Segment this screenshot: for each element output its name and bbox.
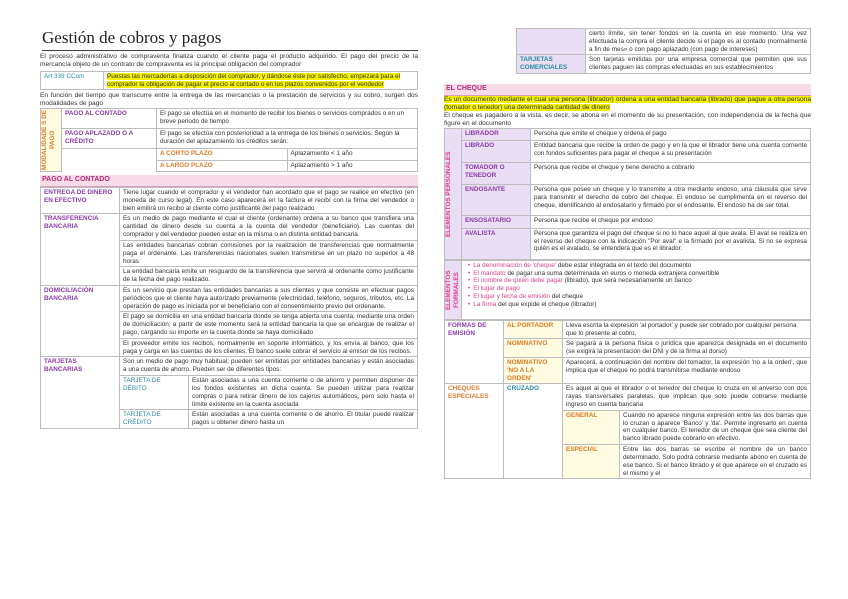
formas-emision-table — [444, 320, 811, 480]
domiciliacion-text-2: El pago se domicilia en una entidad bancaria donde se tenga abierta una cuenta, mediante una orden de domiciliación; a partir de este momento será la entidad bancaria la que se encargue de realizar el pago, cargando su importe en la cuenta donde se haya domiciliado — [120, 312, 418, 338]
elementos-formales-table — [444, 260, 811, 320]
timing-intro: En función del tiempo que transcurre entre la entrega de las mercancías o la prestación de servicios y su cobro, surgen dos modalidades de pago — [40, 92, 418, 108]
formales-list-cell — [462, 260, 811, 319]
formal-element-item — [475, 293, 807, 301]
formal-element-key: El lugar de pago — [473, 285, 520, 293]
tarjetas-continuation-table — [516, 28, 811, 74]
formal-element-key: La denominación de 'cheque' — [473, 261, 556, 269]
largo-plazo-label: A LARGO PLAZO — [157, 160, 288, 172]
avalista-label: AVALISTA — [462, 228, 531, 259]
formal-element-value: (librado), que será necesariamente un banco — [562, 277, 692, 285]
formal-element-item — [475, 270, 807, 278]
librado-text: Entidad bancaria que recibe la orden de pago y en la que el librador tiene una cuenta corriente con fondos suficientes para pagar el cheque a su presentación — [531, 141, 811, 163]
cheque-title: EL CHEQUE — [444, 84, 811, 96]
endosatario-text: Persona que recibe el cheque por endoso — [531, 216, 811, 229]
formal-element-value: de pagar una suma determinada en euros o moneda extranjera convertible — [505, 269, 720, 277]
formal-element-key: La firma — [473, 300, 497, 308]
largo-plazo-value: Aplazamiento > 1 año — [287, 160, 418, 172]
tarjetas-label: TARJETAS BANCARIAS — [41, 357, 120, 429]
formal-element-value: del que expide el cheque (librador) — [496, 300, 597, 308]
domiciliacion-text-3: El proveedor emite los recibos, normalmente en soporte informático, y los envía al banco, que los paga y carga en las cuentas de los clientes. El banco suele cobrar el servicio al emisor de los recibos. — [120, 338, 418, 357]
portador-label: AL PORTADOR — [504, 320, 563, 339]
credito-continuation: cierto límite, sin tener fondos en la cuenta en ese momento. Una vez efectuada la compra el cliente decide si el pago es al contado (normalmente a fin de mes» o con pago aplazado (con pago de intereses) — [586, 29, 811, 55]
librador-label: LIBRADOR — [462, 128, 531, 141]
nominativo-text: Se pagará a la persona física o jurídica que aparezca designada en el documento (se exigirá la presentación del DNI y de la firma al dorso) — [563, 339, 811, 358]
page-title: Gestión de cobros y pagos — [42, 28, 418, 51]
cruzado-cell — [563, 384, 811, 479]
comerciales-label: TARJETAS COMERCIALES — [517, 55, 586, 74]
general-text: Cuando no aparece ninguna expresión entre las dos barras que lo cruzan o aparece 'Banco' y 'da'. Permite ingresarlo en cuenta en cualquier banco. El tenedor de un cheque que sea cliente del banco librado puede cobrarlo en efectivo. — [620, 410, 811, 444]
transferencia-text-1: Es un medio de pago mediante el cual el cliente (ordenante) ordena a su banco que transfiera una cantidad de dinero desde su cuenta a la cuenta del vendedor (beneficiario). Las cuentas del comprador y del vendedor pueden estar en la misma o en distinta entidad bancaria. — [120, 214, 418, 240]
avalista-text: Persona que garantiza el pago del cheque si no lo hace aquel al que avala. El aval se realiza en el reverso del cheque con la indicación "Por aval" e la firmado por el avalista. Si no se expresa quién es el avalado, se entenderá que es el librador. — [531, 228, 811, 259]
domiciliacion-label: DOMICILIACIÓN BANCARIA — [41, 285, 120, 357]
formas-label: FORMAS DE EMISIÓN — [445, 320, 504, 384]
tomador-text: Persona que recibe el cheque y tiene derecho a cobrarlo — [531, 163, 811, 185]
pago-contado-title: PAGO AL CONTADO — [40, 175, 418, 187]
article-table — [40, 71, 418, 91]
transferencia-text-3: La entidad bancaria emite un resguardo de la transferencia que servirá al ordenante como justificante de la fecha del pago realizado. — [120, 267, 418, 286]
modalidades-side: MODALIDADE S DE PAGO — [41, 109, 62, 172]
article-text: Puestas las mercaderías a disposición del comprador, y dándose éste por satisfecho, empezará para el comprador la obligación de pagar el precio al contado o en los plazos convenidos por el vendedor — [104, 71, 418, 90]
corto-plazo-label: A CORTO PLAZO — [157, 149, 288, 161]
credito-cont-spacer — [517, 29, 586, 55]
debito-text: Están asociadas a una cuenta corriente o de ahorro y permiten disponer de los fondos existentes en dicha cuenta. Se pueden utilizar para realizar compras o para retirar dinero de los cajeros automáticos, pero solo hasta el límite existente en la cuenta asociada — [189, 376, 418, 410]
formal-element-item — [475, 262, 807, 270]
endosante-label: ENDOSANTE — [462, 185, 531, 216]
corto-plazo-value: Aplazamiento < 1 año — [287, 149, 418, 161]
personales-side: ELEMENTOS PERSONALES — [445, 128, 462, 259]
especiales-label: CHEQUES ESPECIALES — [445, 384, 504, 479]
left-column — [40, 0, 418, 429]
right-column — [444, 0, 811, 479]
domiciliacion-text-1: Es un servicio que prestan las entidades bancarias a sus clientes y que consiste en efectuar pagos periódicos que el cliente haya autorizado previamente (electricidad, teléfono, seguros, tributos, etc. La operación de pago es iniciada por el beneficiario con el consentimiento previo del ordenante. — [120, 285, 418, 311]
intro-paragraph: El proceso administrativo de compraventa finaliza cuando el cliente paga el producto adquirido. El pago del precio de la mercancía objeto de un contrato de compraventa es la principal obligación del comprador — [40, 52, 418, 68]
cruzado-text: Es aquel al que el librador o el tenedor del cheque lo cruza en el anverso con dos rayas transversales paralelas, que implican que solo puede cobrarse mediante ingreso en cuenta bancaria — [566, 385, 807, 409]
tarjetas-cell — [120, 357, 418, 429]
formal-element-item — [475, 277, 807, 285]
credito-text: Están asociadas a una cuenta corriente o de ahorro. El titular puede realizar pagos u obtener dinero hasta un — [189, 410, 418, 428]
aplazado-text: El pago se efectúa con posterioridad a la entrega de los bienes o servicios. Según la duración del aplazamiento los créditos serán: — [157, 129, 418, 149]
no-orden-label: NOMINATIVO 'NO A LA ORDEN' — [504, 357, 563, 383]
endosante-text: Persona que posee un cheque y lo transmite a otra mediante endoso, una cláusula que sirve para transmitir el derecho de cobro del cheque. El endoso se cumplimenta en el reverso del cheque, identificando al endosatario y firmado por el endosante. El endoso ha de ser total. — [531, 185, 811, 216]
portador-text: Lleva escrita la expresión 'al portador' y puede ser cobrado por cualquier persona que lo presente al cobro. — [563, 320, 811, 339]
formal-element-value: del cheque — [549, 292, 584, 300]
cruzado-label: CRUZADO — [504, 384, 563, 479]
transferencia-label: TRANSFERENCIA BANCARIA — [41, 214, 120, 286]
debito-label: TARJETA DE DÉBITO — [120, 376, 189, 410]
tarjetas-subtable — [120, 375, 417, 428]
cruzado-subtable — [563, 410, 810, 479]
endosatario-label: ENSOSATARIO — [462, 216, 531, 229]
entrega-label: ENTREGA DE DINERO EN EFECTIVO — [41, 188, 120, 214]
comerciales-text: Son tarjetas emitidas por una empresa comercial que permiten que sus clientes paguen las compras efectuadas en sus establecimientos — [586, 55, 811, 74]
aplazado-label: PAGO APLAZADO O A CRÉDITO — [62, 129, 157, 149]
librado-label: LIBRADO — [462, 141, 531, 163]
formal-element-item — [475, 301, 807, 309]
formal-element-key: El mandato — [473, 269, 506, 277]
formal-elements-list — [465, 262, 807, 309]
pago-contado-table — [40, 187, 418, 429]
librador-text: Persona que emite el cheque y ordena el pago — [531, 128, 811, 141]
cheque-definition-2: El cheque es pagadero a la vista, es decir, se abona en el momento de su presentación, con independencia de la fecha que figure en el documento — [444, 111, 811, 127]
formal-element-key: El nombre de quién debe pagar — [473, 277, 563, 285]
credito-label: TARJETA DE CRÉDITO — [120, 410, 189, 428]
formal-element-value: debe estar integrada en el texto del documento — [556, 261, 692, 269]
formal-element-key: El lugar y fecha de emisión — [473, 292, 550, 300]
elementos-personales-table — [444, 128, 811, 260]
especial-text: Entre las dos barras se escribe el nombre de un banco determinado. Solo podrá cobrarse mediante abono en cuenta de ese banco. Si el banco librado y el que aparece en el cruzado es el mismo y el — [620, 445, 811, 479]
modalidades-table — [40, 108, 418, 172]
contado-text: El pago se efectúa en el momento de recibir los bienes o servicios comprados o en un breve periodo de tiempo — [157, 109, 418, 129]
article-label: Art 339 CCom — [41, 71, 104, 90]
no-orden-text: Aparecerá, a continuación del nombre del tomador, la expresión 'no a la orden', que implica que el cheque no podrá transmitirse mediante endoso — [563, 357, 811, 383]
contado-label: PAGO AL CONTADO — [62, 109, 157, 129]
especial-label: ESPECIAL — [563, 445, 620, 479]
tomador-label: TOMADOR O TENEDOR — [462, 163, 531, 185]
transferencia-text-2: Las entidades bancarias cobran comisiones por la realización de transferencias que normalmente paga el ordenante. Las transferencias nacionales suelen transmitirse en un plazo no superior a 48 horas — [120, 240, 418, 266]
entrega-text: Tiene lugar cuando el comprador y el vendedor han acordado que el pago se realice en efectivo (en moneda de curso legal). En este caso aparecerá en la factura el recibí con la firma del vendedor o bien emitirá un recibo al cliente como justificante del pago realizado — [120, 188, 418, 214]
formal-element-item — [475, 285, 807, 293]
nominativo-label: NOMINATIVO — [504, 339, 563, 358]
general-label: GENERAL — [563, 410, 620, 444]
tarjetas-text: Son un medio de pago muy habitual; pueden ser emitidas por entidades bancarias y están asociadas a una cuenta de ahorro. Pueden ser de diferentes tipos: — [123, 358, 414, 374]
cheque-definition: Es un documento mediante el cual una persona (librador) ordena a una entidad bancaria (librado) que pague a otra persona (tomador o tenedor) una determinada cantidad de dinero — [444, 95, 811, 111]
formales-side: ELEMENTOS FORMALES — [445, 260, 462, 319]
